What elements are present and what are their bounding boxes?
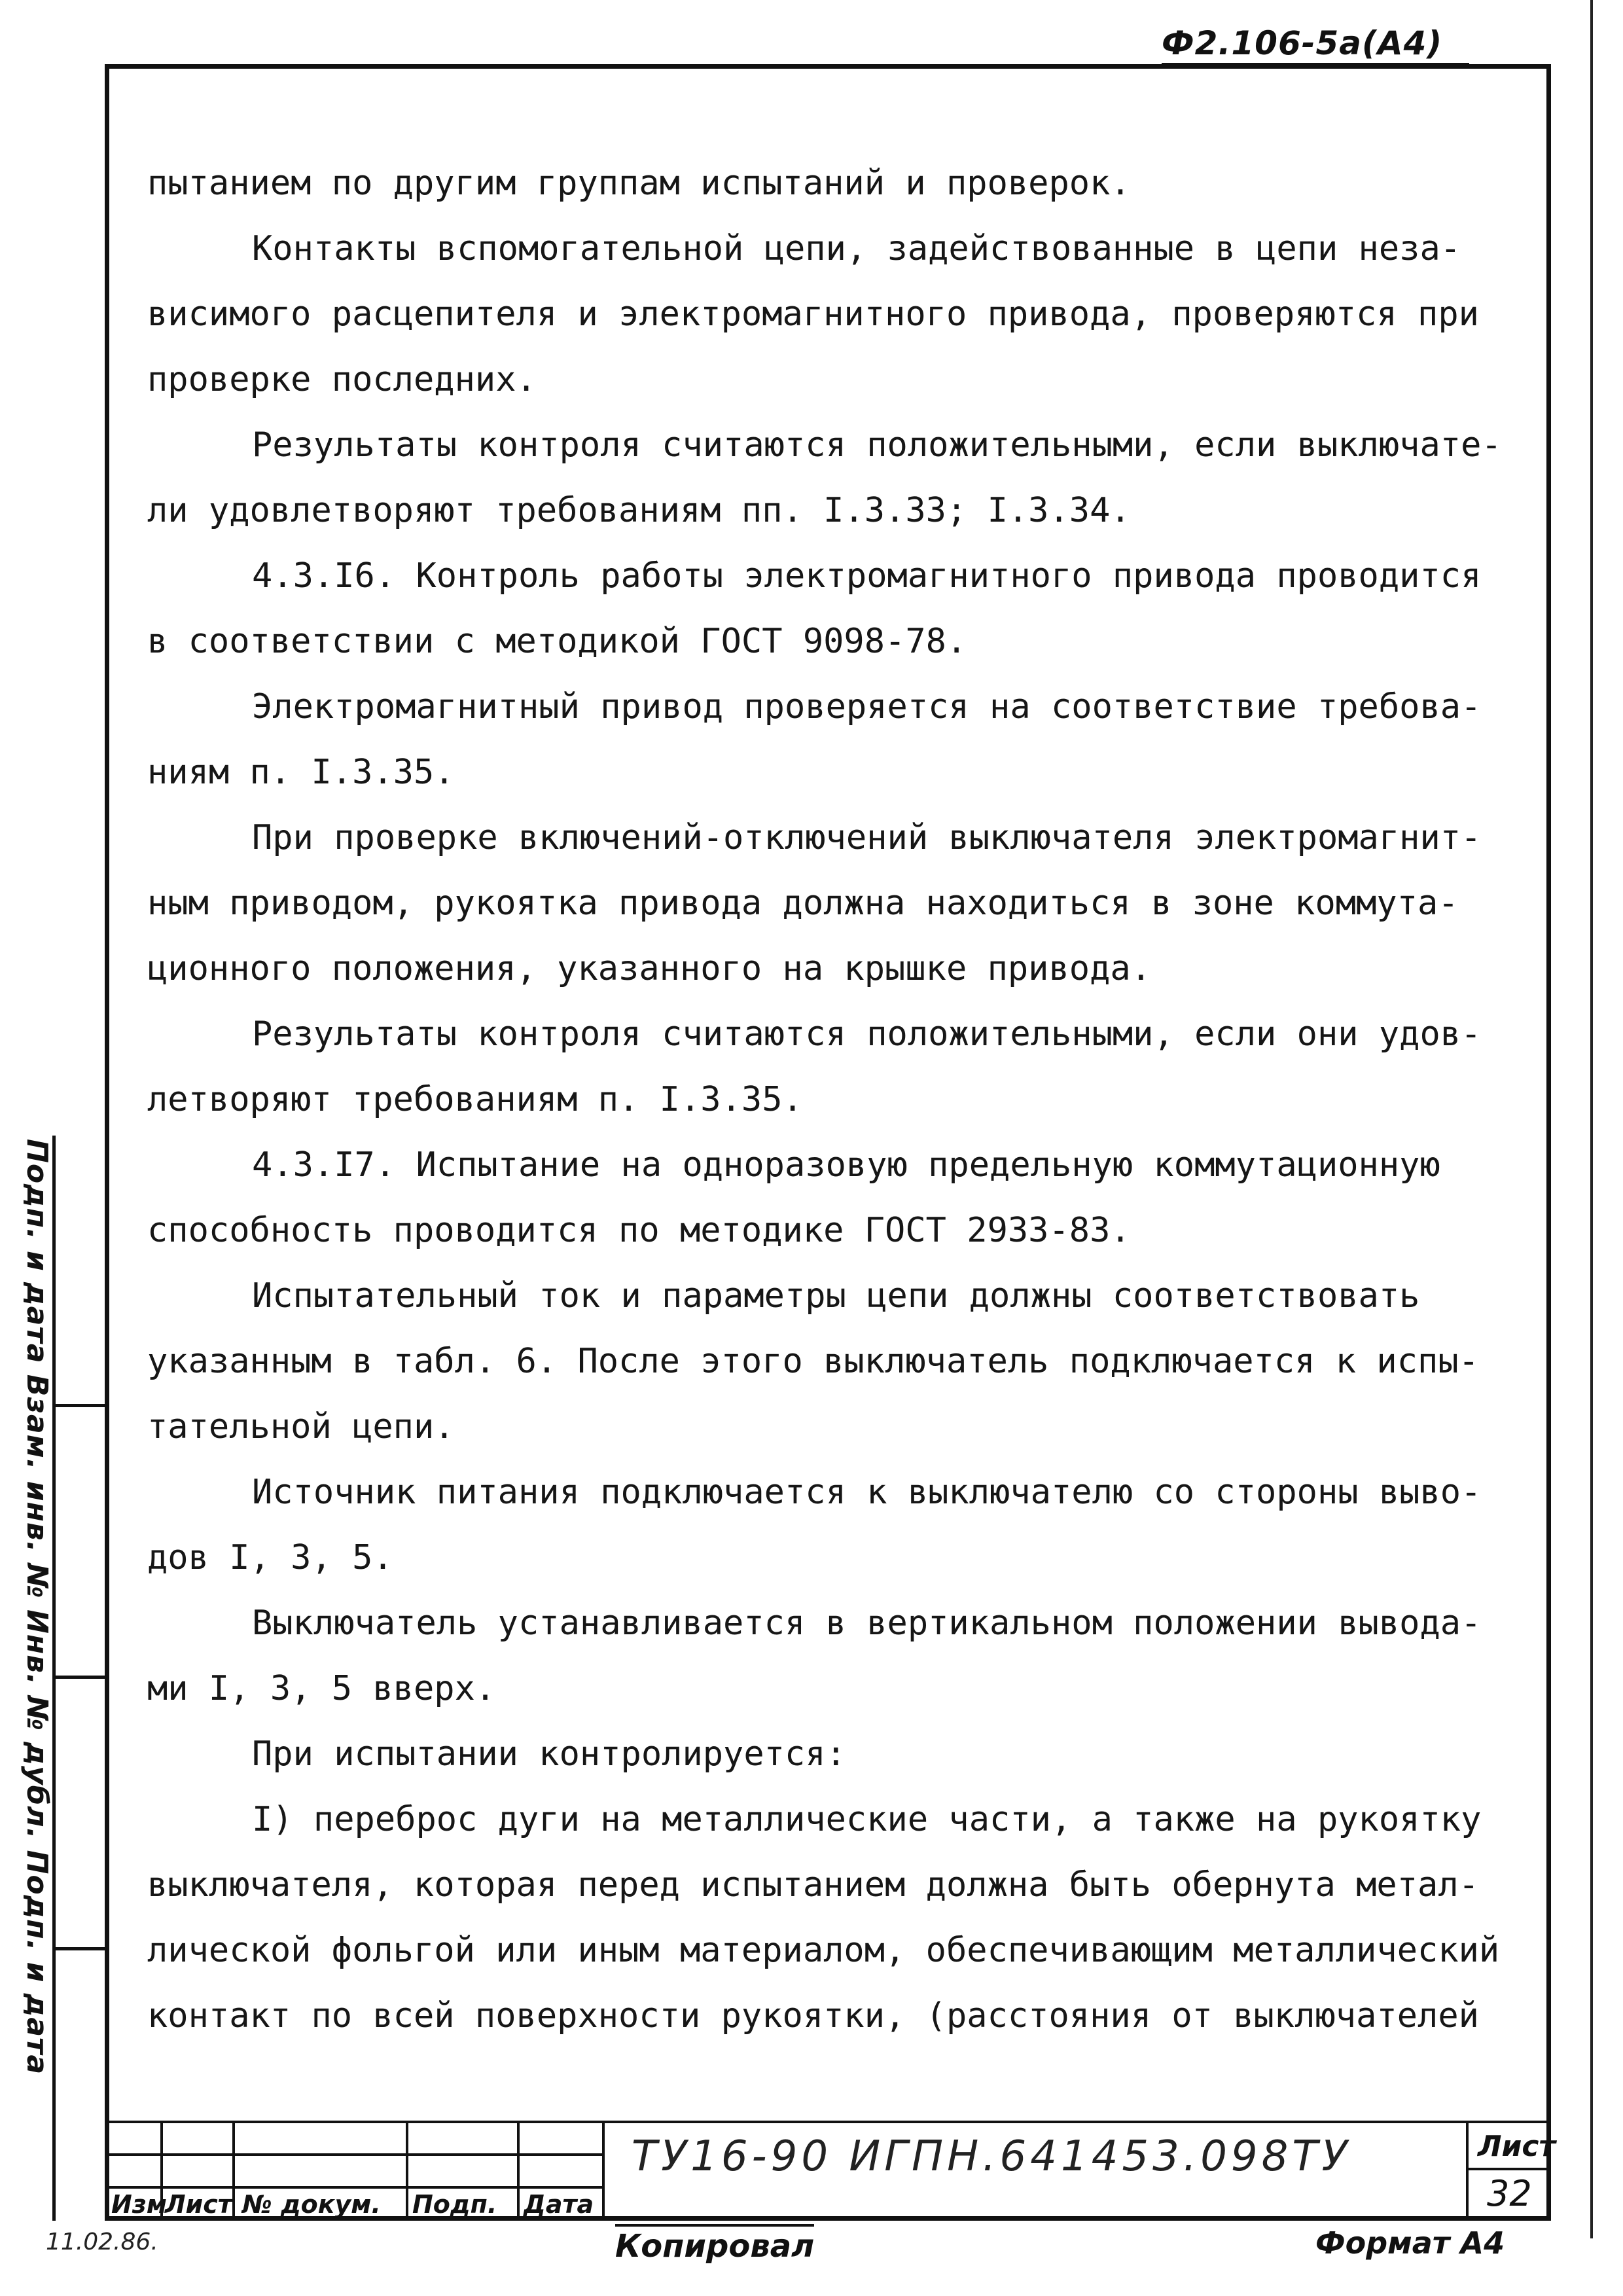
text-line: Результаты контроля считаются положительными, если выключате- <box>252 425 1502 465</box>
footer-copied: Копировал <box>615 2224 814 2265</box>
text-line: выключателя, которая перед испытанием должна быть обернута метал- <box>147 1865 1479 1905</box>
sheet-number: 32 <box>1487 2173 1532 2214</box>
title-block-line <box>232 2121 235 2221</box>
column-document-number: № докум. <box>242 2190 381 2219</box>
text-line: в соответствии с методикой ГОСТ 9098-78. <box>147 622 967 661</box>
margin-label: Подп. и дата Взам. инв. № Инв. № дубл. Подп. и дата <box>20 1139 54 2075</box>
column-change: Изм <box>111 2190 167 2219</box>
title-block-line <box>1466 2168 1551 2170</box>
margin-cell <box>56 1136 109 1407</box>
text-line: Источник питания подключается к выключателю со стороны выво- <box>252 1473 1482 1512</box>
text-line: пытанием по другим группам испытаний и проверок. <box>147 164 1131 203</box>
text-line: ниям п. I.3.35. <box>147 753 455 792</box>
page-edge-line <box>1590 0 1593 2238</box>
text-line: Контакты вспомогательной цепи, задействованные в цепи неза- <box>252 229 1461 268</box>
footer-date: 11.02.86. <box>46 2229 158 2255</box>
text-line: дов I, 3, 5. <box>147 1538 393 1577</box>
text-line: Выключатель устанавливается в вертикальном положении вывода- <box>252 1604 1482 1643</box>
title-block <box>105 2121 1556 2221</box>
text-line: ли удовлетворяют требованиям пп. I.3.33; I.3.34. <box>147 491 1131 530</box>
text-line: висимого расцепителя и электромагнитного привода, проверяются при <box>147 295 1479 334</box>
title-block-line <box>602 2121 605 2221</box>
sheet-label: Лист <box>1478 2130 1556 2163</box>
column-date: Дата <box>524 2190 594 2219</box>
text-line: контакт по всей поверхности рукоятки, (расстояния от выключателей <box>147 1996 1479 2036</box>
form-code: Ф2.106-5а(А4) <box>1162 24 1469 65</box>
text-line: способность проводится по методике ГОСТ 2933-83. <box>147 1211 1131 1250</box>
text-line: летворяют требованиям п. I.3.35. <box>147 1080 803 1119</box>
column-signature: Подп. <box>412 2190 497 2219</box>
column-sheet: Лист <box>165 2190 232 2219</box>
document-code: ТУ16-90 ИГПН.641453.098ТУ <box>632 2132 1351 2181</box>
margin-strip <box>52 1136 106 2221</box>
text-line: При проверке включений-отключений выключателя электромагнит- <box>252 818 1482 857</box>
text-line: тательной цепи. <box>147 1407 455 1446</box>
text-line: лической фольгой или иным материалом, обеспечивающим металлический <box>147 1931 1500 1970</box>
title-block-line <box>517 2121 520 2221</box>
text-line: ным приводом, рукоятка привода должна находиться в зоне коммута- <box>147 884 1459 923</box>
text-line: 4.3.I7. Испытание на одноразовую предельную коммутационную <box>252 1145 1440 1185</box>
text-line: 4.3.I6. Контроль работы электромагнитного привода проводится <box>252 556 1482 596</box>
text-line: I) переброс дуги на металлические части, а также на рукоятку <box>252 1800 1482 1839</box>
margin-cell <box>56 1407 109 1679</box>
margin-cell <box>56 1679 109 1950</box>
title-block-line <box>1466 2121 1469 2221</box>
text-line: Результаты контроля считаются положительными, если они удов- <box>252 1014 1482 1054</box>
title-block-line <box>105 2153 602 2156</box>
text-line: ционного положения, указанного на крышке привода. <box>147 949 1152 988</box>
title-block-line <box>406 2121 408 2221</box>
text-line: Испытательный ток и параметры цепи должны соответствовать <box>252 1276 1420 1316</box>
title-block-line <box>105 2186 602 2189</box>
text-line: ми I, 3, 5 вверх. <box>147 1669 496 1708</box>
text-line: указанным в табл. 6. После этого выключатель подключается к испы- <box>147 1342 1479 1381</box>
text-line: Электромагнитный привод проверяется на соответствие требова- <box>252 687 1482 726</box>
body-text <box>147 151 1502 2049</box>
text-line: проверке последних. <box>147 360 537 399</box>
footer-format: Формат А4 <box>1315 2225 1505 2261</box>
title-block-line <box>105 2121 1551 2123</box>
text-line: При испытании контролируется: <box>252 1734 846 1774</box>
